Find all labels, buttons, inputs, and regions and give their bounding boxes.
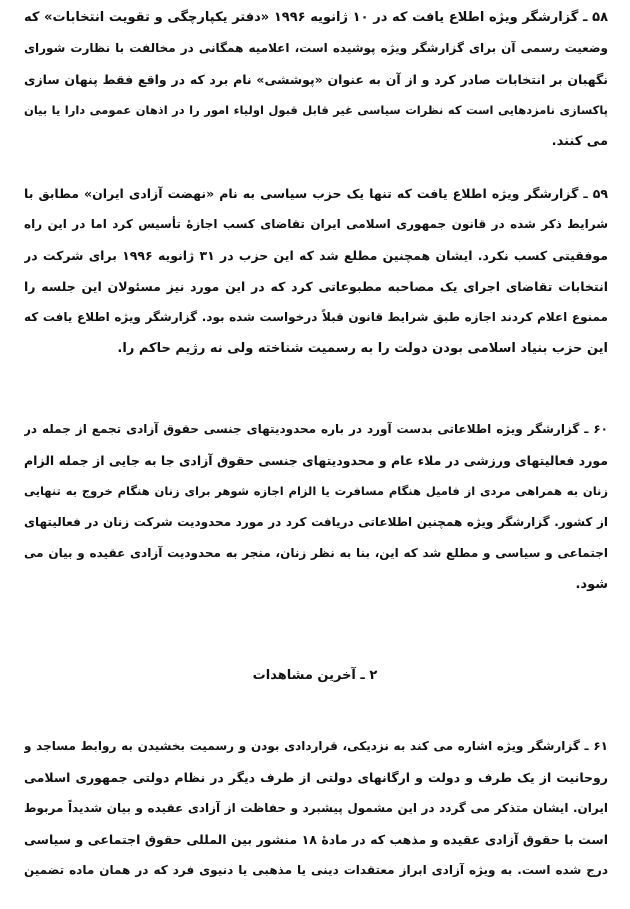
paragraph-line: از کشور. گزارشگر ویژه همچنین اطلاعاتی دریافت کرد در مورد محدودیت شرکت زنان در فعالیتهای (24, 515, 608, 529)
paragraph-line: ۶۱ ـ گزارشگر ویژه اشاره می کند به نزدیکی، قراردادی بودن و رسمیت بخشیدن به روابط مساجد و (24, 739, 608, 753)
paragraph-line: می کنند. (551, 134, 608, 149)
paragraph-line: پاکسازی نامزدهایی است که نظرات سیاسی غیر قابل قبول اولیاء امور را در اذهان عمومی دارا یا بیان (24, 103, 608, 117)
paragraph-line: ۵۹ ـ گزارشگر ویژه اطلاع یافت که تنها یک حزب سیاسی به نام «نهضت آزادی ایران» مطابق با (24, 186, 608, 201)
paragraph-58 (24, 2, 608, 157)
paragraph-line: اجتماعی و سیاسی و مطلع شد که این، بنا به نظر زنان، منجر به محدودیت آزادی عقیده و بیان می (24, 546, 608, 560)
paragraph-line: انتخابات تقاضای اجرای یک مصاحبه مطبوعاتی کرد که در این مورد نیز مسئولان این جلسه را (24, 279, 608, 294)
paragraph-line: روحانیت از یک طرف و دولت و ارگانهای دولتی از طرف دیگر در نظام دولتی جمهوری اسلامی (24, 770, 608, 785)
paragraph-61 (24, 731, 608, 886)
paragraph-line: این حزب بنیاد اسلامی بودن دولت را به رسمیت شناخته ولی نه رژیم حاکم را. (117, 341, 608, 356)
paragraph-line: وضعیت رسمی آن برای گزارشگر ویژه پوشیده است، اعلامیه همگانی در مخالفت با نظارت شورای (24, 41, 608, 55)
paragraph-line: است با حقوق آزادی عقیده و مذهب که در مادهٔ ۱۸ منشور بین المللی حقوق اجتماعی و سیاسی (24, 832, 608, 847)
paragraph-line: نگهبان بر انتخابات صادر کرد و از آن به عنوان «پوششی» نام برد که در واقع فقط پنهان سازی (24, 72, 608, 87)
paragraph-line: شود. (575, 577, 608, 592)
paragraph-60 (24, 414, 608, 600)
paragraph-line: درج شده است. به ویژه آزادی ابراز معتقدات دینی یا مذهبی یا دنیوی فرد که در همان ماده تضمین (24, 863, 608, 877)
paragraph-line: ۵۸ ـ گزارشگر ویژه اطلاع یافت که در ۱۰ ژانویه ۱۹۹۶ «دفتر یکپارچگی و تقویت انتخابات» که (24, 10, 608, 25)
paragraph-59 (24, 178, 608, 364)
paragraph-line: ایران. ایشان متذکر می گردد در این مشمول پیشبرد و حفاظت از آزادی عقیده و بیان شدیداً مربوط (24, 801, 608, 815)
paragraph-line: مورد فعالیتهای ورزشی در ملاء عام و محدودیتهای جنسی حقوق آزادی جا به جایی از جمله الزام (24, 453, 608, 468)
paragraph-line: ممنوع اعلام کردند اجازه طبق شرایط قانون قبلاً درخواست شده بود. گزارشگر ویژه اطلاع یافت که (24, 310, 608, 324)
paragraph-line: ۶۰ ـ گزارشگر ویژه اطلاعاتی بدست آورد در باره محدودیتهای جنسی حقوق آزادی تجمع از جمله در (24, 422, 608, 436)
paragraph-line: موفقیتی کسب نکرد. ایشان همچنین مطلع شد که این حزب در ۳۱ ژانویه ۱۹۹۶ برای شرکت در (24, 248, 608, 263)
section-heading: ۲ ـ آخرین مشاهدات (252, 668, 378, 683)
paragraph-line: شرایط ذکر شده در قانون جمهوری اسلامی ایران تقاضای کسب اجازهٔ تأسیس کرد اما در این راه (24, 217, 608, 231)
paragraph-line: زنان به همراهی مردی از فامیل هنگام مسافرت یا الزام اجازه شوهر برای زنان هنگام خروج به تنهایی (24, 484, 608, 498)
